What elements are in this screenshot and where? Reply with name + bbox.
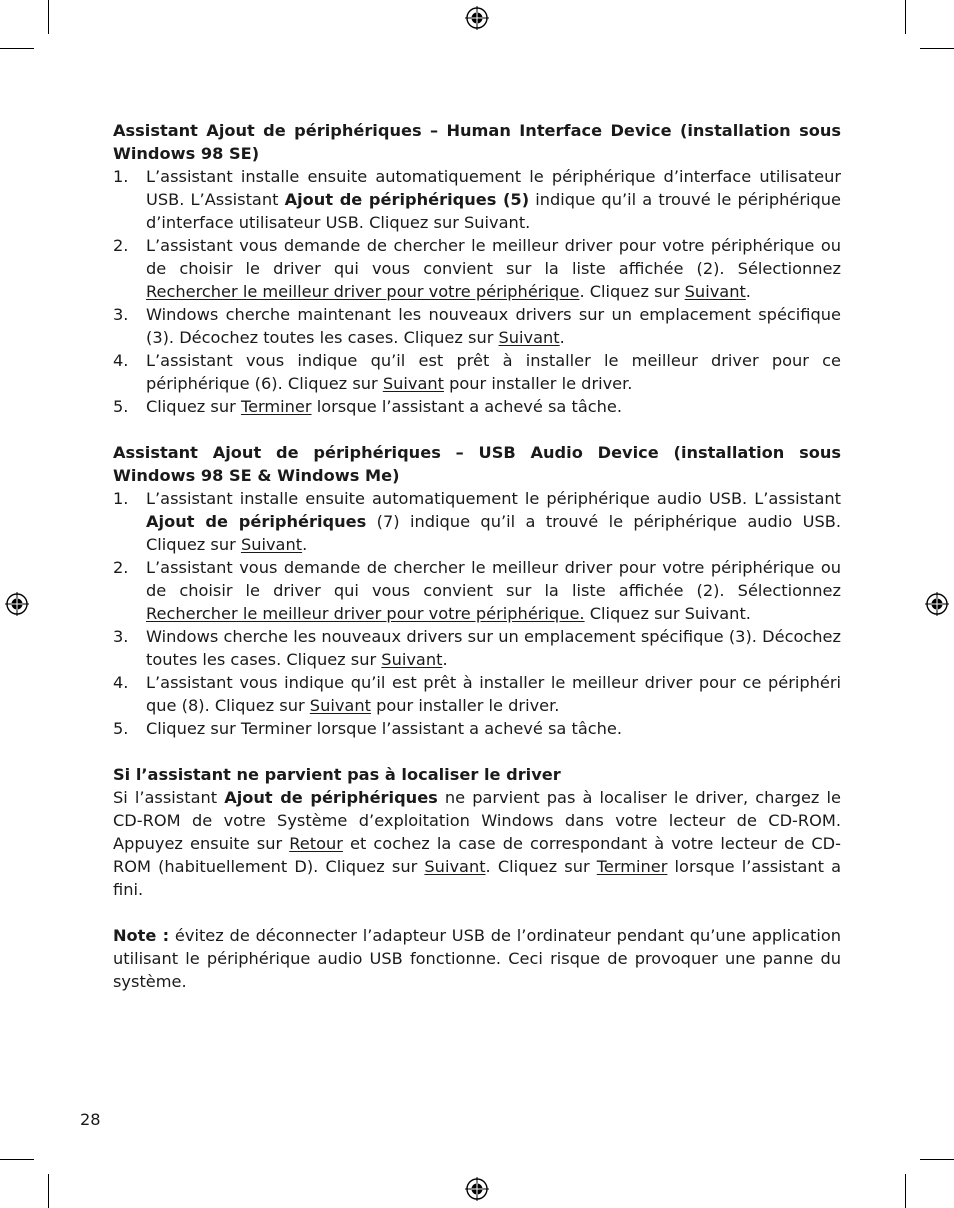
steps-list-usb-audio <box>113 487 841 740</box>
text-run: et cochez la case de correspondant à votre lecteur de CD-ROM (habituellement D). Cliquez sur <box>113 834 841 876</box>
emphasis-text: Ajout de périphériques (5) <box>284 190 530 209</box>
text-run: Windows cherche les nouveaux drivers sur un emplacement spécifique (3). Décochez toutes les cases. Cliquez sur <box>146 627 841 669</box>
item-text <box>146 673 841 715</box>
registration-mark-icon <box>464 1176 490 1202</box>
list-item <box>113 303 841 349</box>
text-run: indique qu’il a trouvé le périphérique d’interface utilisateur USB. Cliquez sur Suivant. <box>146 190 842 232</box>
item-text <box>146 489 841 554</box>
registration-mark-icon <box>924 591 950 617</box>
item-text <box>146 305 841 347</box>
text-run: Si l’assistant <box>113 788 225 807</box>
text-run: . Cliquez sur <box>579 282 685 301</box>
item-number: 4. <box>113 673 129 692</box>
section-title-hid: Assistant Ajout de périphériques – Human Interface Device (installation sous Windows 98 SE) <box>113 121 841 163</box>
section-title-usb-audio: Assistant Ajout de périphériques – USB Audio Device (installation sous Windows 98 SE & Windows Me) <box>113 443 841 485</box>
text-run: L’assistant vous demande de chercher le meilleur driver pour votre périphérique ou de choisir le driver qui vous convient sur la liste affichée (2). Sélectionnez <box>146 558 841 600</box>
underlined-term: Retour <box>289 834 343 853</box>
crop-mark <box>0 48 34 49</box>
crop-mark <box>905 0 906 34</box>
text-run: . <box>745 282 751 301</box>
list-item <box>113 625 841 671</box>
underlined-term: Suivant <box>309 696 371 715</box>
list-item <box>113 671 841 717</box>
driver-not-found-paragraph <box>113 786 841 901</box>
note-paragraph <box>113 924 841 993</box>
item-number: 1. <box>113 489 129 508</box>
item-number: 2. <box>113 558 129 577</box>
text-run: L’assistant installe ensuite automatiquement le périphérique d’interface utilisateur USB. L’Assistant <box>146 167 841 209</box>
text-run: Cliquez sur Suivant. <box>584 604 751 623</box>
text-run: ne parvient pas à localiser le driver, chargez le CD-ROM de votre Système d’exploitation Windows dans votre lecteur de CD-ROM. Appuyez ensuite sur <box>113 788 841 853</box>
emphasis-text: Note : <box>113 926 170 945</box>
underlined-term: Suivant <box>240 535 303 554</box>
item-number: 3. <box>113 627 129 646</box>
text-run: évitez de déconnecter l’adapteur USB de l’ordinateur pendant qu’une application utilisant le périphérique audio USB fonctionne. Ceci risque de provoquer une panne du système. <box>113 926 841 991</box>
crop-mark <box>48 0 49 34</box>
text-run: pour installer le driver. <box>370 696 560 715</box>
underlined-term: Terminer <box>596 857 668 876</box>
item-number: 4. <box>113 351 129 370</box>
text-run: . <box>559 328 565 347</box>
list-item <box>113 349 841 395</box>
list-item <box>113 556 841 625</box>
underlined-term: Rechercher le meilleur driver pour votre périphérique <box>146 282 580 301</box>
underlined-term: Suivant <box>498 328 560 347</box>
list-item <box>113 717 841 740</box>
text-run: L’assistant vous demande de chercher le meilleur driver pour votre périphérique ou de choisir le driver qui vous convient sur la liste affichée (2). Sélectionnez <box>146 236 841 278</box>
list-item <box>113 234 841 303</box>
item-text <box>146 558 841 623</box>
crop-mark <box>920 1159 954 1160</box>
crop-mark <box>0 1159 34 1160</box>
text-run: . Cliquez sur <box>485 857 597 876</box>
text-run: Cliquez sur Terminer lorsque l’assistant a achevé sa tâche. <box>146 719 623 738</box>
item-number: 5. <box>113 397 129 416</box>
item-number: 3. <box>113 305 129 324</box>
list-item <box>113 487 841 556</box>
item-number: 5. <box>113 719 129 738</box>
item-text <box>146 167 841 232</box>
text-run: . <box>442 650 448 669</box>
item-text <box>146 719 622 738</box>
underlined-term: Suivant <box>382 374 444 393</box>
registration-mark-icon <box>4 591 30 617</box>
emphasis-text: Ajout de périphériques <box>224 788 438 807</box>
crop-mark <box>920 48 954 49</box>
text-run: lorsque l’assistant a fini. <box>113 857 842 899</box>
section-title-driver-not-found: Si l’assistant ne parvient pas à localiser le driver <box>113 765 561 784</box>
crop-mark <box>48 1174 49 1208</box>
registration-mark-icon <box>464 5 490 31</box>
underlined-term: Rechercher le meilleur driver pour votre périphérique. <box>146 604 585 623</box>
underlined-term: Suivant <box>424 857 486 876</box>
item-text <box>146 236 841 301</box>
item-text <box>146 627 841 669</box>
emphasis-text: Ajout de périphériques <box>146 512 367 531</box>
underlined-term: Suivant <box>381 650 443 669</box>
text-run: Windows cherche maintenant les nouveaux drivers sur un emplacement spécifique (3). Décochez toutes les cases. Cliquez sur <box>146 305 841 347</box>
underlined-term: Terminer <box>240 397 312 416</box>
text-run: pour installer le driver. <box>443 374 633 393</box>
text-run: L’assistant vous indique qu’il est prêt à installer le meilleur driver pour ce périphéri que (8). Cliquez sur <box>146 673 841 715</box>
underlined-term: Suivant <box>684 282 746 301</box>
item-text <box>146 397 622 416</box>
text-run: lorsque l’assistant a achevé sa tâche. <box>311 397 623 416</box>
list-item <box>113 395 841 418</box>
page-number: 28 <box>80 1110 101 1129</box>
list-item <box>113 165 841 234</box>
text-run: Cliquez sur <box>146 397 241 416</box>
item-number: 2. <box>113 236 129 255</box>
text-run: L’assistant installe ensuite automatiquement le périphérique audio USB. L’assistant <box>146 489 841 508</box>
item-text <box>146 351 841 393</box>
text-run: L’assistant vous indique qu’il est prêt à installer le meilleur driver pour ce périphérique (6). Cliquez sur <box>146 351 841 393</box>
text-run: (7) indique qu’il a trouvé le périphérique audio USB. Cliquez sur <box>146 512 841 554</box>
item-number: 1. <box>113 167 129 186</box>
text-run: . <box>302 535 308 554</box>
steps-list-hid <box>113 165 841 418</box>
page-content <box>113 119 841 993</box>
crop-mark <box>905 1174 906 1208</box>
